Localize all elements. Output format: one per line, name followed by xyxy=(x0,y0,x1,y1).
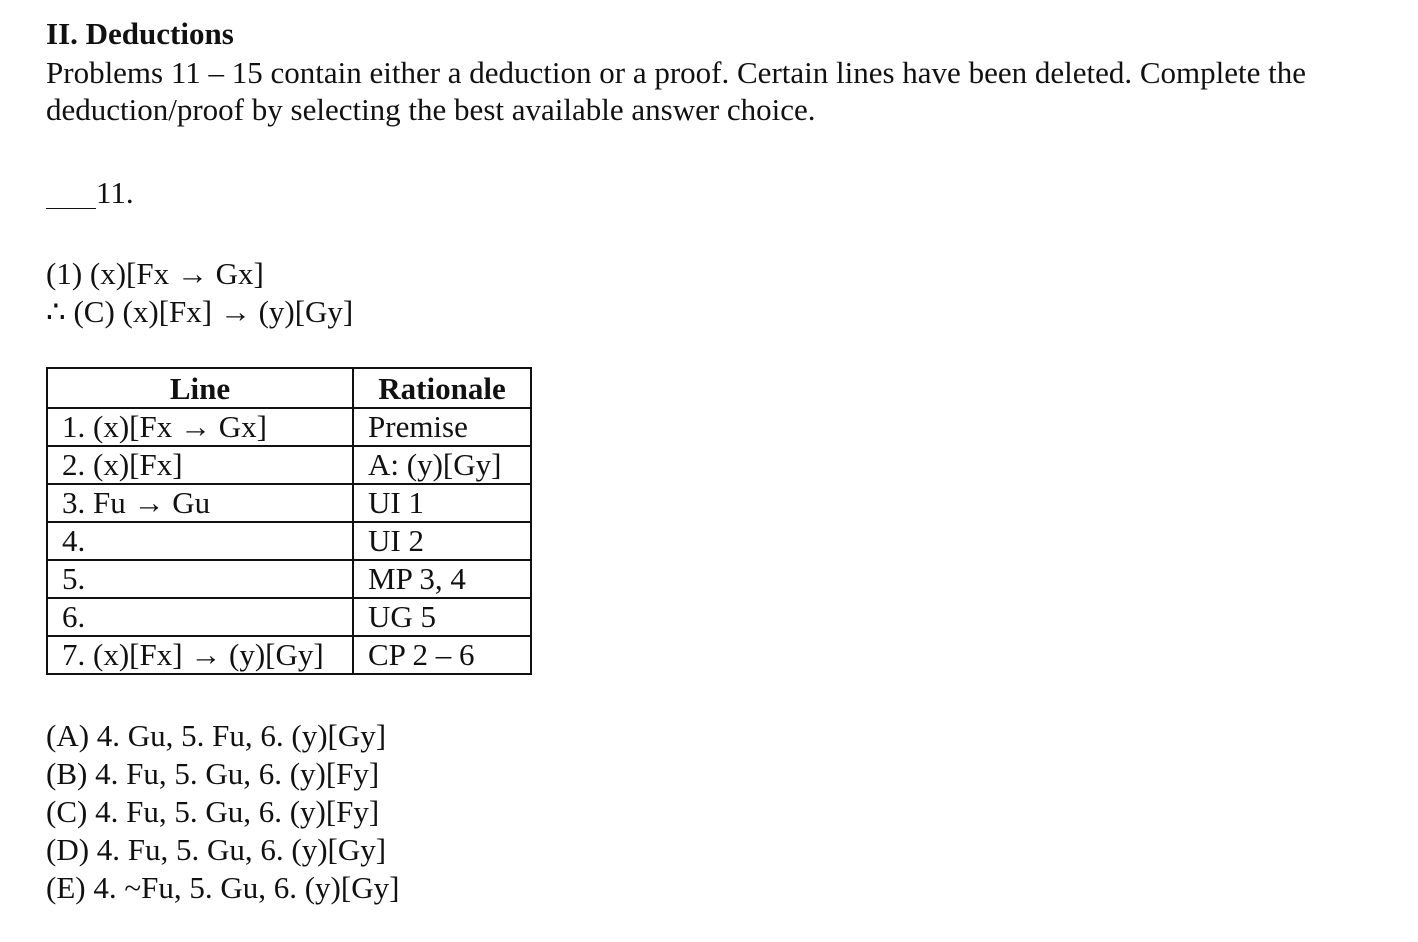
table-row xyxy=(47,408,531,446)
choice-a: (A) 4. Gu, 5. Fu, 6. (y)[Gy] xyxy=(46,718,387,753)
rationale-cell: UI 2 xyxy=(353,522,531,560)
table-row xyxy=(47,636,531,674)
column-header-rationale: Rationale xyxy=(353,368,531,408)
line-cell: 5. xyxy=(47,560,353,598)
line-cell: 6. xyxy=(47,598,353,636)
table-row xyxy=(47,484,531,522)
line-cell: 1. (x)[Fx → Gx] xyxy=(47,408,353,446)
proof-table xyxy=(46,367,532,675)
rationale-cell: Premise xyxy=(353,408,531,446)
conclusion-line: ∴ (C) (x)[Fx] → (y)[Gy] xyxy=(46,294,354,329)
answer-blank[interactable] xyxy=(46,180,96,209)
table-row xyxy=(47,446,531,484)
answer-choices xyxy=(46,717,1396,907)
line-cell: 3. Fu → Gu xyxy=(47,484,353,522)
section-heading: II. Deductions xyxy=(46,16,234,51)
table-header-row xyxy=(47,368,531,408)
instructions-text: Problems 11 – 15 contain either a deduction or a proof. Certain lines have been deleted. Complete the deduction/proof by selecting the best available answer choice. xyxy=(46,55,1306,127)
choice-c: (C) 4. Fu, 5. Gu, 6. (y)[Fy] xyxy=(46,794,380,829)
premise-line: (1) (x)[Fx → Gx] xyxy=(46,256,264,291)
line-cell: 4. xyxy=(47,522,353,560)
choice-b: (B) 4. Fu, 5. Gu, 6. (y)[Fy] xyxy=(46,756,380,791)
rationale-cell: UI 1 xyxy=(353,484,531,522)
line-cell: 7. (x)[Fx] → (y)[Gy] xyxy=(47,636,353,674)
table-row xyxy=(47,560,531,598)
rationale-cell: CP 2 – 6 xyxy=(353,636,531,674)
problem-number: 11. xyxy=(96,175,134,210)
column-header-line: Line xyxy=(47,368,353,408)
rationale-cell: UG 5 xyxy=(353,598,531,636)
choice-e: (E) 4. ~Fu, 5. Gu, 6. (y)[Gy] xyxy=(46,870,400,905)
table-row xyxy=(47,522,531,560)
line-cell: 2. (x)[Fx] xyxy=(47,446,353,484)
rationale-cell: MP 3, 4 xyxy=(353,560,531,598)
problem-number-line xyxy=(46,173,1396,213)
rationale-cell: A: (y)[Gy] xyxy=(353,446,531,484)
premises-block xyxy=(46,255,1396,331)
document-page xyxy=(46,14,1396,907)
table-row xyxy=(47,598,531,636)
choice-d: (D) 4. Fu, 5. Gu, 6. (y)[Gy] xyxy=(46,832,387,867)
